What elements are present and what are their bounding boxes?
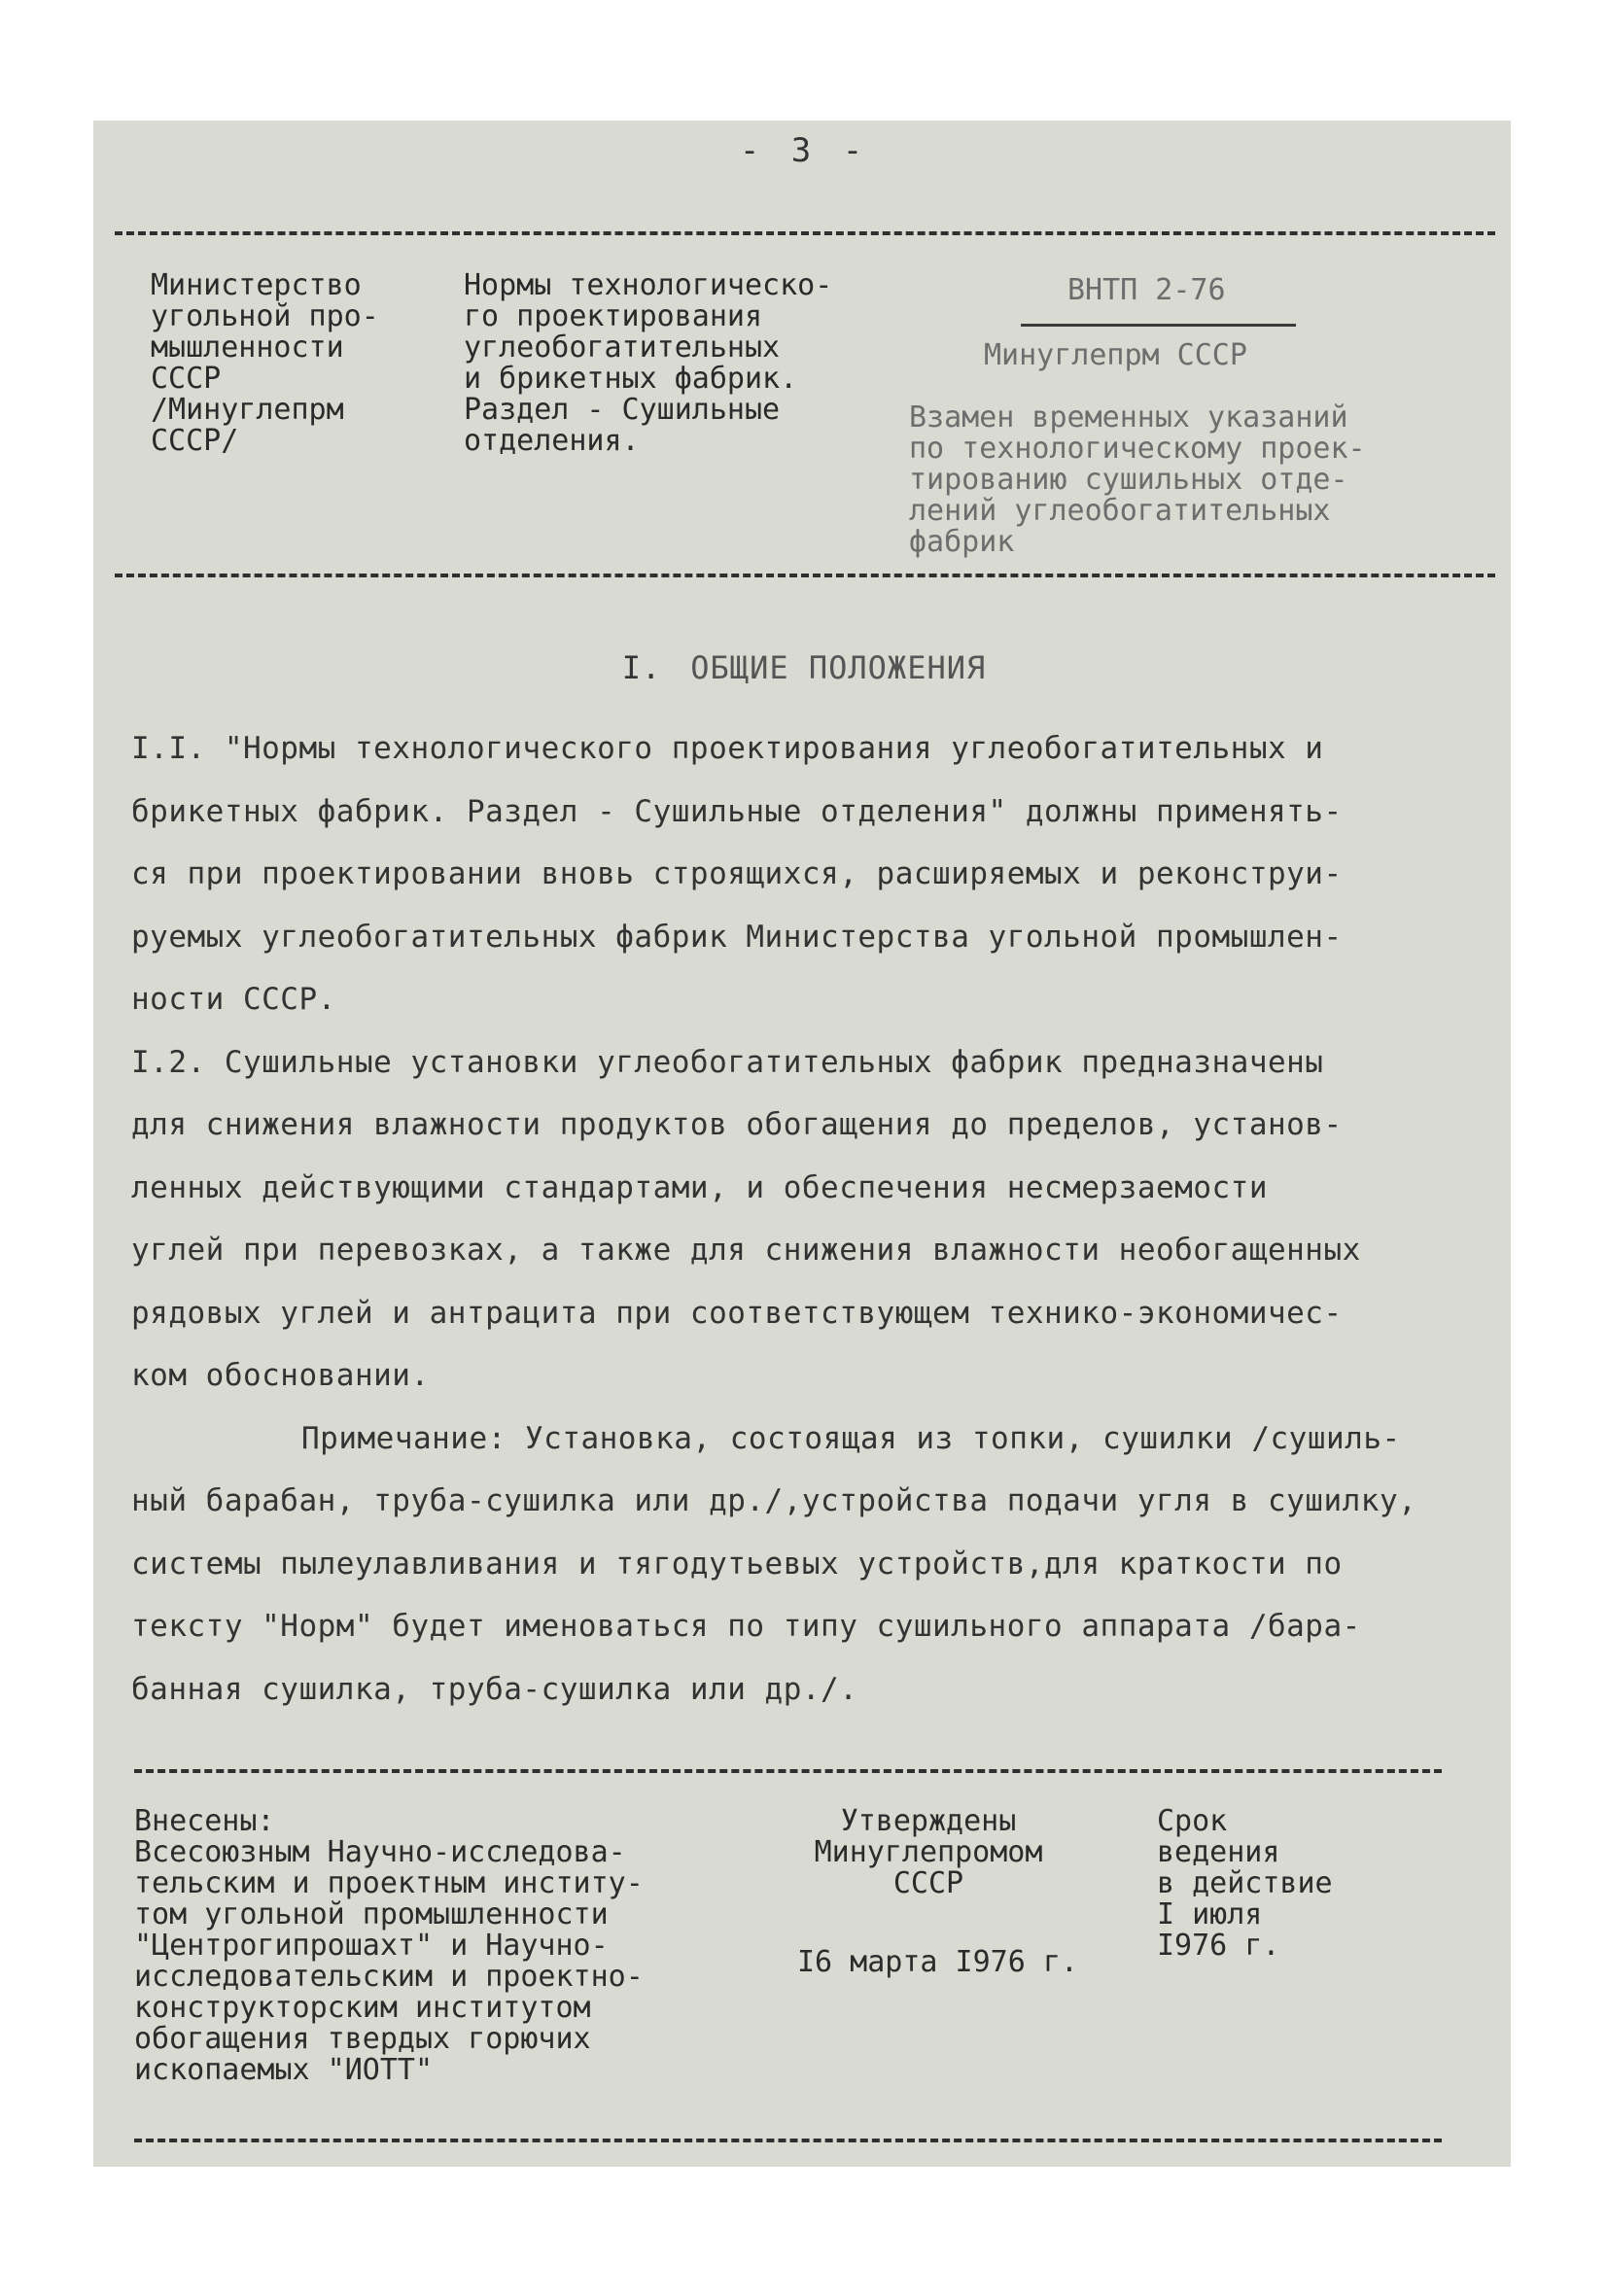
footer-effective-date: Срок ведения в действие I июля I976 г. — [1157, 1804, 1333, 1963]
body-line: тексту "Норм" будет именоваться по типу сушильного аппарата /бара- — [131, 1609, 1361, 1644]
page-number: - 3 - — [739, 131, 869, 170]
section-number: I. — [621, 649, 662, 686]
footer-submitted: Внесены: Всесоюзным Научно-исследова- тельским и проектным институ- том угольной промышленности "Центрогипрошахт" и Научно- исследовательским и проектно- конструкторским институтом обогащения твердых горючих ископаемых "ИОТТ" — [134, 1804, 644, 2087]
section-heading — [0, 649, 1608, 686]
body-line: углей при перевозках, а также для снижения влажности необогащенных — [131, 1233, 1361, 1268]
header-code: ВНТП 2-76 — [1067, 273, 1226, 307]
header-top-divider — [115, 231, 1495, 235]
body-line: ный барабан, труба-сушилка или др./,устройства подачи угля в сушилку, — [131, 1483, 1417, 1518]
header-replaces: Взамен временных указаний по технологическому проек- тированию сушильных отде- лений углеобогатительных фабрик — [909, 400, 1366, 559]
body-text — [131, 717, 1444, 1721]
header-code-underline — [1021, 324, 1296, 327]
footer-approved: Утверждены Минуглепромом СССР — [814, 1804, 1043, 1900]
body-line: ся при проектировании вновь строящихся, расширяемых и реконструи- — [131, 856, 1343, 891]
body-line: Примечание: Установка, состоящая из топки, сушилки /сушиль- — [301, 1420, 1401, 1456]
body-line: для снижения влажности продуктов обогащения до пределов, установ- — [131, 1107, 1343, 1142]
header-issuer: Минуглепрм СССР — [984, 338, 1247, 372]
header-bottom-divider — [115, 574, 1495, 577]
body-line: ленных действующими стандартами, и обеспечения несмерзаемости — [131, 1169, 1268, 1205]
footer-bottom-divider — [134, 2139, 1442, 2142]
body-line: ком обосновании. — [131, 1358, 430, 1393]
footer-approved-date: I6 марта I976 г. — [797, 1945, 1078, 1979]
footer-top-divider — [134, 1769, 1442, 1773]
header-ministry: Министерство угольной про- мышленности СССР /Минуглепрм СССР/ — [151, 268, 379, 458]
body-line: системы пылеулавливания и тягодутьевых устройств,для краткости по — [131, 1546, 1343, 1582]
body-line: рядовых углей и антрацита при соответствующем технико-экономичес- — [131, 1295, 1343, 1331]
header-title: Нормы технологическо- го проектирования углеобогатительных и брикетных фабрик. Раздел - Сушильные отделения. — [464, 268, 833, 458]
body-line: руемых углеобогатительных фабрик Министерства угольной промышлен- — [131, 919, 1343, 955]
body-line: ности СССР. — [131, 982, 336, 1017]
body-line: I.2. Сушильные установки углеобогатительных фабрик предназначены — [131, 1044, 1324, 1080]
body-line: брикетных фабрик. Раздел - Сушильные отделения" должны применять- — [131, 793, 1343, 829]
section-title: ОБЩИЕ ПОЛОЖЕНИЯ — [690, 649, 987, 686]
body-line: банная сушилка, труба-сушилка или др./. — [131, 1671, 858, 1707]
body-line: I.I. "Нормы технологического проектирования углеобогатительных и — [131, 731, 1324, 766]
